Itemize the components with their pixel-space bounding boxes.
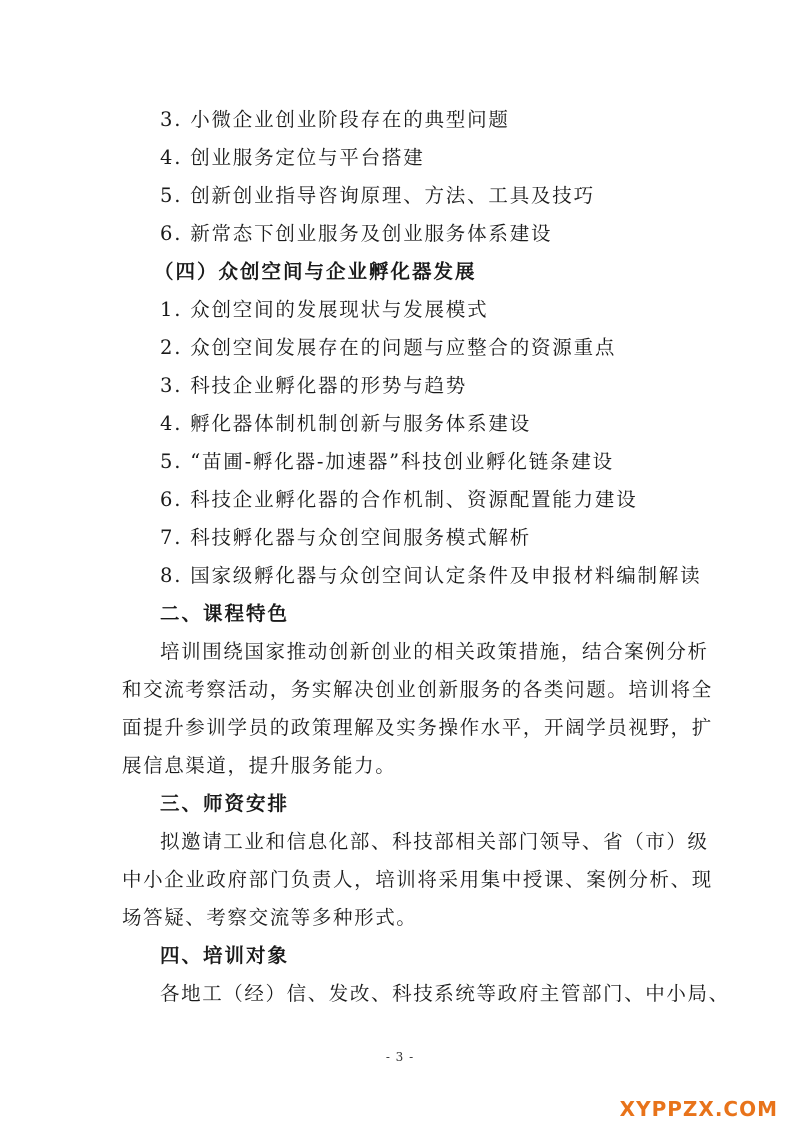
paragraph-line: 培训围绕国家推动创新创业的相关政策措施，结合案例分析 — [160, 640, 709, 663]
watermark: XYPPZX.COM — [619, 1097, 778, 1121]
paragraph-line: 面提升参训学员的政策理解及实务操作水平，开阔学员视野，扩 — [122, 716, 713, 739]
paragraph-line: 拟邀请工业和信息化部、科技部相关部门领导、省（市）级 — [160, 830, 709, 853]
list-item: 5. 创新创业指导咨询原理、方法、工具及技巧 — [160, 184, 595, 207]
section-heading: 三、师资安排 — [160, 792, 290, 815]
section-heading: 四、培训对象 — [160, 944, 290, 967]
list-item: 7. 科技孵化器与众创空间服务模式解析 — [160, 526, 532, 549]
page-number: - 3 - — [385, 1050, 415, 1064]
paragraph-line: 场答疑、考察交流等多种形式。 — [122, 906, 418, 929]
paragraph-line: 展信息渠道，提升服务能力。 — [122, 754, 397, 777]
list-item: 8. 国家级孵化器与众创空间认定条件及申报材料编制解读 — [160, 564, 702, 587]
paragraph-line: 各地工（经）信、发改、科技系统等政府主管部门、中小局、 — [160, 982, 730, 1005]
list-item: 6. 科技企业孵化器的合作机制、资源配置能力建设 — [160, 488, 638, 511]
list-item: 3. 科技企业孵化器的形势与趋势 — [160, 374, 468, 397]
section-heading: （四）众创空间与企业孵化器发展 — [154, 260, 477, 283]
paragraph-line: 中小企业政府部门负责人，培训将采用集中授课、案例分析、现 — [122, 868, 713, 891]
list-item: 6. 新常态下创业服务及创业服务体系建设 — [160, 222, 553, 245]
list-item: 4. 孵化器体制机制创新与服务体系建设 — [160, 412, 532, 435]
section-heading: 二、课程特色 — [160, 602, 290, 625]
list-item: 1. 众创空间的发展现状与发展模式 — [160, 298, 489, 321]
paragraph-line: 和交流考察活动，务实解决创业创新服务的各类问题。培训将全 — [122, 678, 713, 701]
list-item: 5. “苗圃-孵化器-加速器”科技创业孵化链条建设 — [160, 450, 614, 473]
list-item: 4. 创业服务定位与平台搭建 — [160, 146, 425, 169]
list-item: 3. 小微企业创业阶段存在的典型问题 — [160, 108, 510, 131]
list-item: 2. 众创空间发展存在的问题与应整合的资源重点 — [160, 336, 617, 359]
